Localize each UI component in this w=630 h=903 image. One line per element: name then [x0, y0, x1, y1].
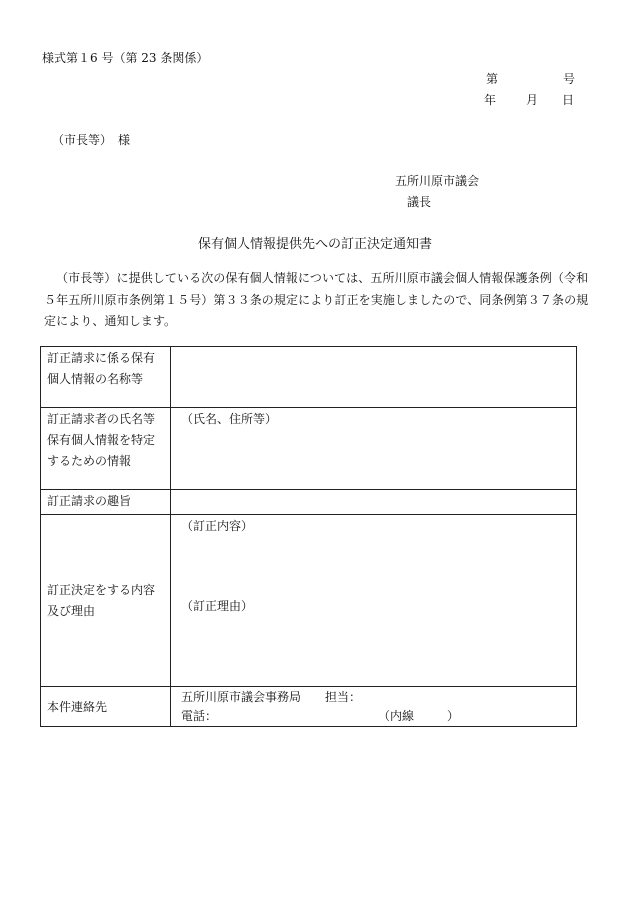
correction-reason-label: （訂正理由） [181, 599, 254, 613]
document-title: 保有個人情報提供先への訂正決定通知書 [197, 237, 432, 252]
contact-office: 五所川原市議会事務局 [181, 690, 302, 704]
contact-line-phone [181, 707, 576, 726]
date-month-label: 月 [526, 93, 539, 107]
addressee-name: （市長等） [52, 133, 113, 147]
contact-phone-label: 電話： [181, 709, 218, 723]
table-row-label: 訂正請求に係る保有個人情報の名称等 [41, 347, 171, 408]
table-row [41, 347, 577, 408]
contact-info [171, 687, 577, 727]
table-row-label: 訂正請求の趣旨 [41, 490, 171, 515]
notice-info-table [40, 346, 577, 727]
contact-extension-close: ） [447, 709, 460, 723]
table-row [41, 408, 577, 490]
notice-body-text [44, 268, 590, 333]
correction-content-label: （訂正内容） [181, 519, 254, 533]
table-row-value [171, 515, 577, 687]
addressee-honorific: 様 [118, 133, 131, 147]
document-number-label: 第 [486, 72, 499, 86]
sender-organization: 五所川原市議会 [395, 174, 480, 188]
table-row-value [171, 347, 577, 408]
contact-line-office [181, 688, 576, 707]
form-number: 様式第１6 号（第 23 条関係） [42, 51, 209, 65]
table-row [41, 515, 577, 687]
table-row-value [171, 490, 577, 515]
table-row [41, 490, 577, 515]
table-row-label: 訂正決定をする内容及び理由 [41, 515, 171, 687]
table-row-label: 訂正請求者の氏名等保有個人情報を特定するための情報 [41, 408, 171, 490]
notice-body-content: （市長等）に提供している次の保有個人情報については、五所川原市議会個人情報保護条例（令和５年五所川原市条例第１５号）第３３条の規定により訂正を実施しましたので、同条例第３７条の規定により、通知します。 [44, 271, 589, 328]
table-row-value: （氏名、住所等） [171, 408, 577, 490]
table-row [41, 687, 577, 727]
document-number-suffix: 号 [563, 72, 576, 86]
contact-person-label: 担当： [325, 690, 362, 704]
contact-extension-open: （内線 [378, 709, 415, 723]
date-year-label: 年 [484, 93, 497, 107]
sender-title: 議長 [407, 195, 432, 209]
table-row-label: 本件連絡先 [41, 687, 171, 727]
date-day-label: 日 [562, 93, 575, 107]
